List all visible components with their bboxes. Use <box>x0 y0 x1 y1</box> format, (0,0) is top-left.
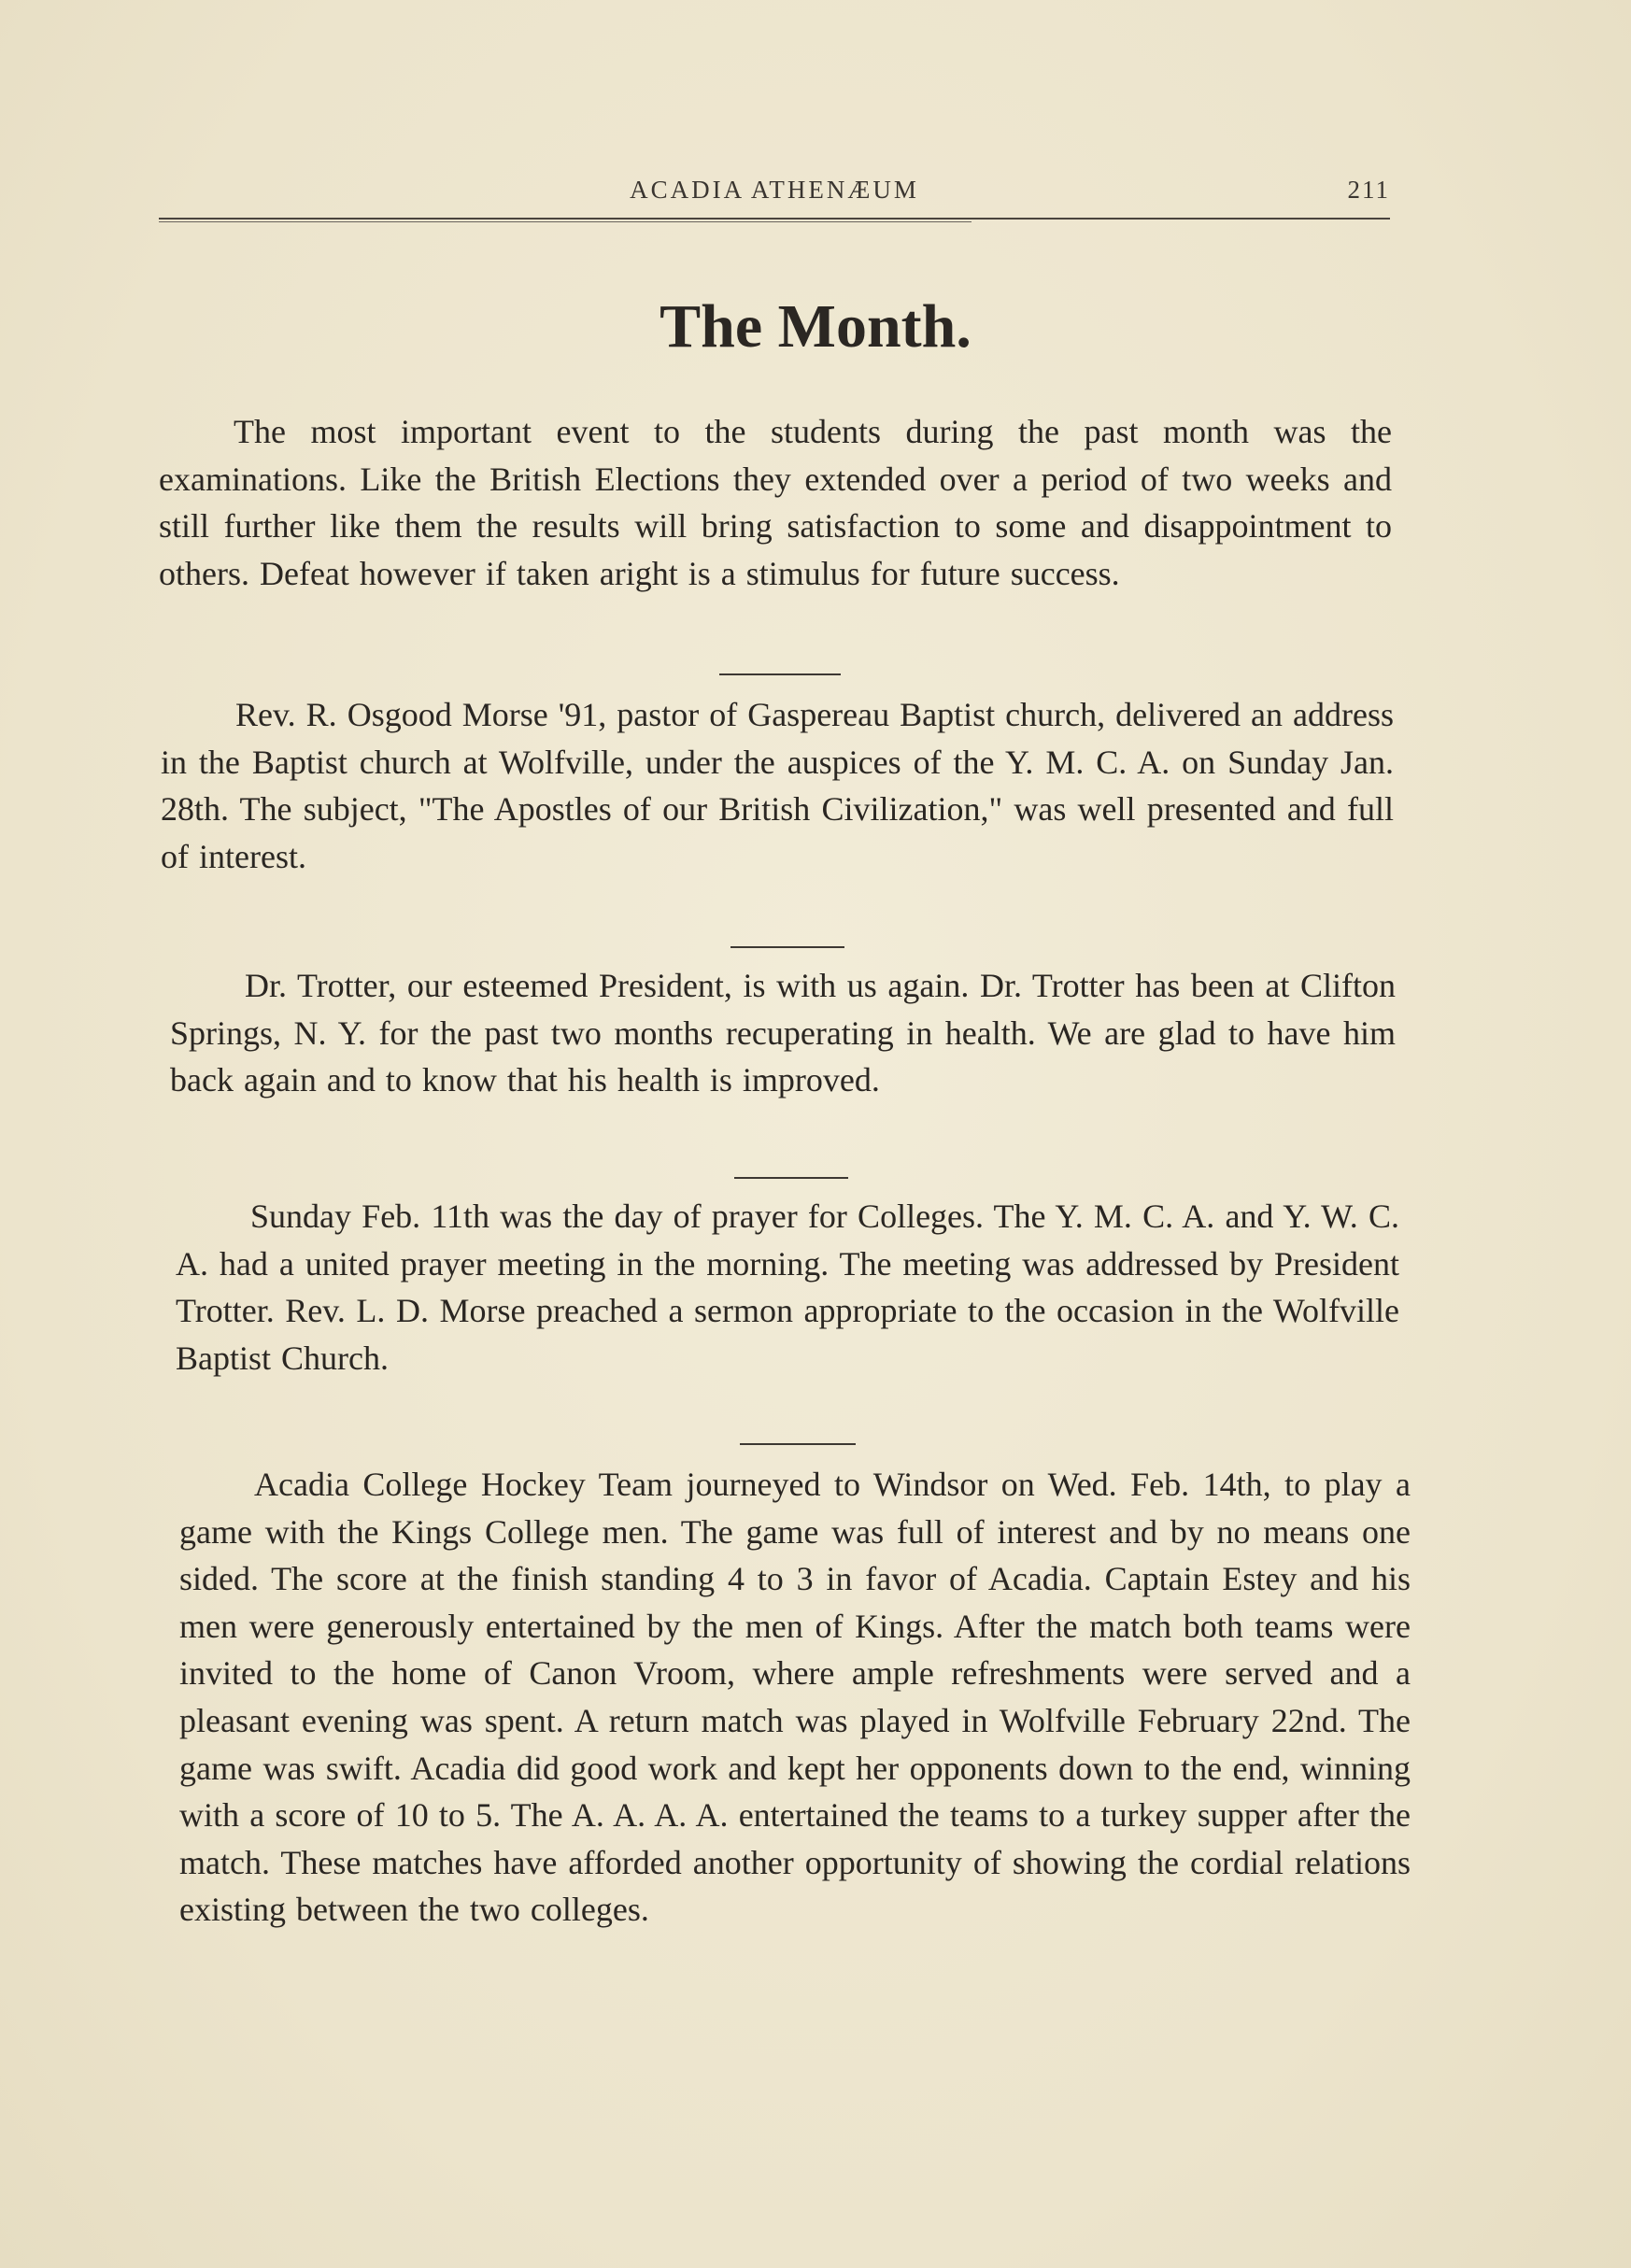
header-rule <box>159 218 1390 220</box>
paragraph-text: The most important event to the students during the past month was the examinations. Like the British Elections they extended over a period of two weeks and still further like them the results will bring satisfaction to some and disappointment to others. Defeat however if taken aright is a stimulus for future success. <box>159 413 1392 592</box>
paragraph-hockey <box>179 1461 1411 1934</box>
paragraph-text: Sunday Feb. 11th was the day of prayer for Colleges. The Y. M. C. A. and Y. W. C. A. had a united prayer meeting in the morning. The meeting was addressed by President Trotter. Rev. L. D. Morse preached a sermon appropriate to the occasion in the Wolfville Baptist Church. <box>176 1198 1399 1377</box>
paragraph-trotter <box>170 962 1396 1104</box>
section-separator <box>734 1177 848 1179</box>
paragraph-text: Acadia College Hockey Team journeyed to Windsor on Wed. Feb. 14th, to play a game with the Kings College men. The game was full of interest and by no means one sided. The score at the finish standing 4 to 3 in favor of Acadia. Captain Estey and his men were generously entertained by the men of Kings. After the match both teams were invited to the home of Canon Vroom, where ample refreshments were served and a pleasant evening was spent. A return match was played in Wolfville February 22nd. The game was swift. Acadia did good work and kept her opponents down to the end, winning with a score of 10 to 5. The A. A. A. A. entertained the teams to a turkey supper after the match. These matches have afforded another opportunity of showing the cordial relations existing between the two colleges. <box>179 1466 1411 1929</box>
section-separator <box>719 673 841 675</box>
running-title: ACADIA ATHENÆUM <box>630 176 919 204</box>
paragraph-text: Rev. R. Osgood Morse '91, pastor of Gaspereau Baptist church, delivered an address in the Baptist church at Wolfville, under the auspices of the Y. M. C. A. on Sunday Jan. 28th. The subject, "The Apostles of our British Civilization," was well presented and full of interest. <box>161 696 1394 875</box>
paragraph-examinations <box>159 408 1392 597</box>
paragraph-text: Dr. Trotter, our esteemed President, is with us again. Dr. Trotter has been at Clifton Springs, N. Y. for the past two months recuperating in health. We are glad to have him back again and to know that his health is improved. <box>170 967 1396 1099</box>
header-rule-inner <box>159 221 972 222</box>
paragraph-morse-address <box>161 691 1394 880</box>
paragraph-day-of-prayer <box>176 1193 1399 1382</box>
running-head <box>159 176 1390 213</box>
page-number: 211 <box>1347 176 1390 204</box>
section-title: The Month. <box>659 292 972 361</box>
section-separator <box>740 1443 856 1445</box>
section-separator <box>730 946 844 948</box>
